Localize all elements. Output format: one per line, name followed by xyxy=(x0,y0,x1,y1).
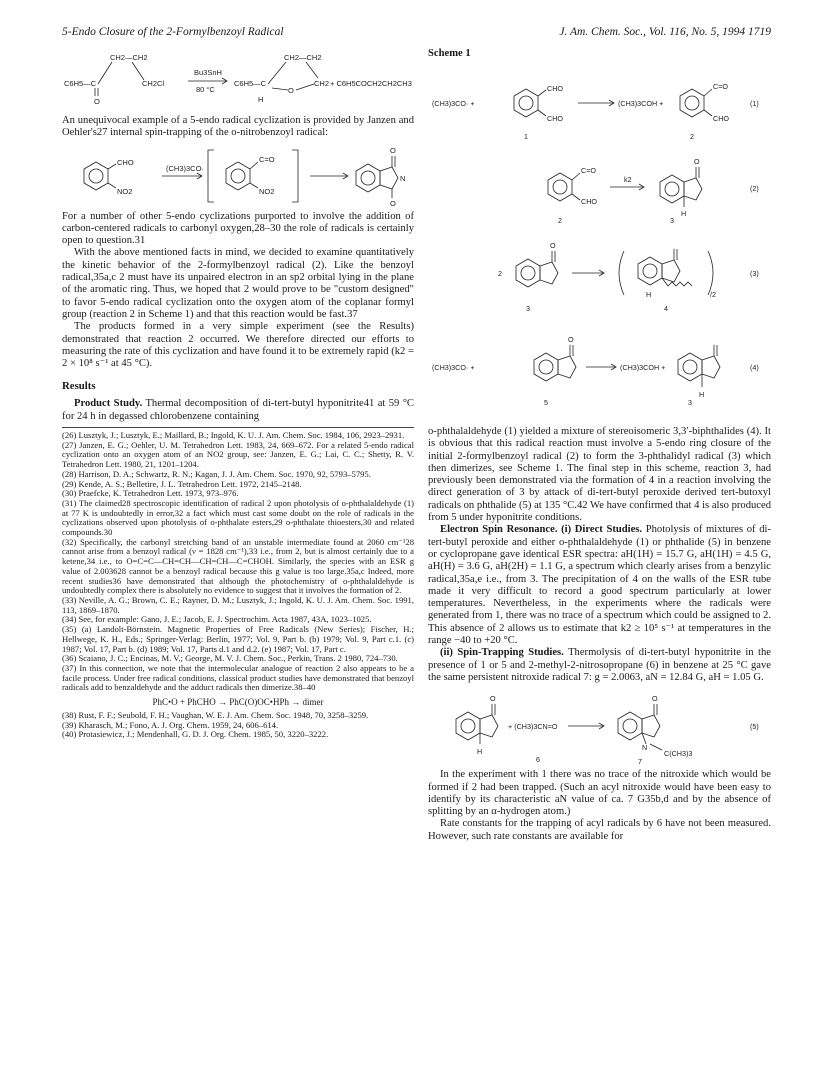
product-o: O xyxy=(288,86,294,95)
ref-28: (28) Harrison, D. A.; Schwartz, R. N.; Kagan, J. J. Am. Chem. Soc. 1970, 92, 5793–5795. xyxy=(62,468,371,479)
rxn3-label: (3) xyxy=(750,269,759,278)
paragraph-spin-trapping xyxy=(428,647,771,684)
lactone-o-bottom: O xyxy=(390,198,396,206)
ring-n: N xyxy=(400,173,406,183)
paragraph-rate-constants: Rate constants for the trapping of acyl radicals by 6 have not been measured. However, such rate constants are available for xyxy=(428,818,771,842)
footnotes xyxy=(62,427,414,740)
ref-33: (33) Neville, A. G.; Brown, C. E.; Rayner, D. M.; Lusztyk, J.; Ingold, K. U. J. Am. Chem. Soc. 1991, 113, 1869–1870. xyxy=(62,595,414,615)
ref-36: (36) Scaiano, J. C.; Encinas, M. V.; George, M. V. J. Chem. Soc., Perkin, Trans. 2 1980, 724–730. xyxy=(62,653,398,664)
ref-30: (30) Praefcke, K. Tetrahedron Lett. 1973, 973–976. xyxy=(62,488,239,499)
ref-35: (35) (a) Landolt-Börnstein. Magnetic Properties of Free Radicals (New Series); Fischer, H.; Hellwege, K. H., Eds.; Springer-Verlag: Berlin, 1977; Vol. 9, Part b. (b) 1979; Vol. 9, Part c.1. (c) 1987; Vol. 17, Part b. (d) 1989; Vol. 17, Parts d.1 and d.2. (e) 1987; Vol. 17, Part c. xyxy=(62,624,414,654)
paragraph-products: The products formed in a very simple experiment (see the Results) demonstrated that reaction 2 occurred. We therefore directed our efforts to measuring the rate of this cyclization and have found it to be extremely rapid (k2 = 2 × 10⁸ s⁻¹ at 45 °C). xyxy=(62,321,414,370)
paragraph-esr xyxy=(428,524,771,647)
running-header-title: 5-Endo Closure of the 2-Formylbenzoyl Radical xyxy=(62,26,284,38)
esr-text: Photolysis of mixtures of di-tert-butyl peroxide and either o-phthalaldehyde (1) or phthalide (5) in benzene or cyclopropane gave identical ESR spectra: aH(1H) = 15.7 G, aH(1H) = 4.5 G, aH(H) = 3.6 G, aH(2H) = 1.1 G, a spectrum which clearly arises from a benzylic radical,35a,e i.e., from 3. The precipitation of 4 on the walls of the ESR tube made it very difficult to record a good spectrum particularly at lower temperatures. Nevertheless, in the experiments where the radicals were generated from 1, there was no trace of a spectrum which could be assigned to 2. This absence of 2 allows us to estimate that k2 ≥ 10⁵ s⁻¹ at temperatures in the range −40 to +20 °C. xyxy=(428,524,772,647)
product-phenyl: C6H5—C xyxy=(234,79,267,88)
rxn3-o: O xyxy=(550,241,556,250)
rxn1-cho-a: CHO xyxy=(547,84,563,93)
rxn2-compound-2: 2 xyxy=(558,216,562,225)
reactant-o: O xyxy=(94,97,100,106)
product-study-label: Product Study. xyxy=(74,398,143,410)
lactone-o-top: O xyxy=(390,145,396,155)
ref-31: (31) The claimed28 spectroscopic identification of radical 2 upon photolysis of o-phthalaldehyde (1) at 77 K is undoubtedly in error,32 a fact which must cast some doubt on the role of radicals in the cyclizations observed upon photolysis of o-phthalate esters,29 o-phthalate thioesters,30 and related compounds.30 xyxy=(62,497,414,538)
reactant-phenyl: C6H5—C xyxy=(64,79,97,88)
product-h: H xyxy=(258,95,264,104)
rxn2-k: k2 xyxy=(624,175,632,184)
rxn5-reagent: + (CH3)3CN=O xyxy=(508,722,558,732)
ref-27: (27) Janzen, E. G.; Oehler, U. M. Tetrahedron Lett. 1983, 24, 669–672. For a related 5-endo radical cyclization onto an oxygen atom of an NO2 group, see: Janzen, E. G.; Lai, C. C.; Shetty, R. V. Tetrahedron Lett. 1980, 21, 1201–1204. xyxy=(62,439,414,470)
cho-label: CHO xyxy=(117,157,134,167)
rxn2-compound-3: 3 xyxy=(670,216,674,225)
rxn4-h: H xyxy=(699,390,705,399)
reagent-temp: 80 °C xyxy=(196,85,215,94)
paragraph-biphthalides: o-phthalaldehyde (1) yielded a mixture of stereoisomeric 3,3′-biphthalides (4). It is obvious that this radical reaction must involve a 5-endo ring closure of the initial 2-formylbenzoyl radical (2) to form the 3-phthalidyl radical (3) which then dimerizes, see Scheme 1. The final step in this scheme, reaction 3, had previously been demonstrated via the formation of 4 in a reaction involving the direct generation of 3 by attack of di-tert-butyl peroxide derived tert-butoxyl radicals on phthalide (5) at 135 °C.42 We have confirmed that 4 is also produced from 5 under hyponitrite conditions. xyxy=(428,426,771,524)
rxn5-label: (5) xyxy=(750,722,759,732)
ref-26: (26) Lusztyk, J.; Lusztyk, E.; Maillard, B.; Ingold, K. U. J. Am. Chem. Soc. 1984, 106, 2923–2931. xyxy=(62,430,405,441)
rxn3-lead: 2 xyxy=(498,269,502,278)
reaction-5 xyxy=(428,684,771,764)
rxn3-compound-3: 3 xyxy=(526,304,530,313)
rxn5-n: N xyxy=(642,743,648,753)
rxn1-product: (CH3)3COH + xyxy=(618,99,664,108)
ref-29: (29) Kende, A. S.; Belletire, J. L. Tetrahedron Lett. 1972, 2145–2148. xyxy=(62,478,302,489)
ref-38: (38) Rust, F. F.; Seubold, F. H.; Vaughan, W. E. J. Am. Chem. Soc. 1948, 70, 3258–3259. xyxy=(62,710,369,721)
rxn4-product: (CH3)3COH + xyxy=(620,363,666,372)
product-ch2ch2: CH2—CH2 xyxy=(284,53,322,62)
rxn2-cho: CHO xyxy=(581,197,597,206)
rxn3-half: /2 xyxy=(710,290,716,299)
rxn5-compound-6: 6 xyxy=(536,755,540,765)
rxn5-compound-7: 7 xyxy=(638,757,642,765)
rxn2-o: O xyxy=(694,157,700,166)
rxn1-co: C=O xyxy=(713,82,728,91)
esr-label: Electron Spin Resonance. (i) Direct Studies. xyxy=(440,524,643,536)
ch2ch2-label: CH2—CH2 xyxy=(110,53,148,62)
ref-39: (39) Kharasch, M.; Fono, A. J. Org. Chem. 1959, 24, 606–614. xyxy=(62,719,279,730)
rxn4-reagent: (CH3)3CO· + xyxy=(432,363,475,372)
tin-hydride-reaction xyxy=(62,48,414,110)
scheme-1 xyxy=(428,61,771,421)
rxn1-compound-1: 1 xyxy=(524,132,528,141)
no2-label-a: NO2 xyxy=(117,186,133,196)
rxn2-label: (2) xyxy=(750,184,759,193)
paragraph-product-study xyxy=(62,398,414,423)
rxn5-o-a: O xyxy=(490,694,496,704)
spin-text: Thermolysis of di-tert-butyl hyponitrite in the presence of 1 or 5 and 2-methyl-2-nitrosopropane (6) in benzene at 25 °C gave the same persistent nitroxide radical 7: g = 2.0063, aN = 12.84 G, aH = 1.05 G. xyxy=(428,647,771,683)
rxn1-reagent: (CH3)3CO· + xyxy=(432,99,475,108)
rxn1-cho-b: CHO xyxy=(547,114,563,123)
spin-label: (ii) Spin-Trapping Studies. xyxy=(440,647,564,659)
paragraph-no-trace: In the experiment with 1 there was no trace of the nitroxide which would be formed if 2 had been trapped. (Such an acyl nitroxide would have been easy to identify by its characteristic aN value of ca. 7 G35b,d and by the absence of splitting by an α-hydrogen atom.) xyxy=(428,769,771,818)
rxn5-h-a: H xyxy=(477,747,483,757)
no2-label-b: NO2 xyxy=(259,186,275,196)
reagent-bu3snh: Bu3SnH xyxy=(194,68,222,77)
rxn1-compound-2: 2 xyxy=(690,132,694,141)
rxn4-compound-3: 3 xyxy=(688,398,692,407)
results-heading: Results xyxy=(62,380,96,393)
product-study-text: Thermal decomposition of di-tert-butyl hyponitrite41 at 59 °C for 24 h in degassed chlorobenzene containing xyxy=(62,398,414,422)
rxn4-label: (4) xyxy=(750,363,759,372)
dimer-equation: PhC•O + PhCHO → PhC(O)OC•HPh → dimer xyxy=(152,697,324,708)
rxn2-co: C=O xyxy=(581,166,596,175)
paragraph-janzen: An unequivocal example of a 5-endo radical cyclization is provided by Janzen and Oehler's27 internal spin-trapping of the o-nitrobenzoyl radical: xyxy=(62,115,414,139)
ch2cl-label: CH2Cl xyxy=(142,79,165,88)
paragraph-aim: With the above mentioned facts in mind, we decided to examine quantitatively the kinetic behavior of the 2-formylbenzoyl radical (2). Like the benzoyl radical,35a,c 2 must have its unpaired electron in an sp2 orbital lying in the plane of the aromatic ring. Thus, we hoped that 2 would prove to be "custom designed" to favor 5-endo radical cyclization onto the oxygen atom of the coplanar formyl group (reaction 2 in Scheme 1) and that this reaction would be fast.37 xyxy=(62,247,414,320)
left-column xyxy=(62,48,414,740)
rxn4-compound-5: 5 xyxy=(544,398,548,407)
ref-40: (40) Protasiewicz, J.; Mendenhall, G. D. J. Org. Chem. 1985, 50, 3220–3222. xyxy=(62,729,329,740)
ref-37: (37) In this connection, we note that the intermolecular analogue of reaction 2 also appears to be a facile process. Under free radical conditions, classical product studies have demonstrated that benzoyl radicals add to benzaldehyde and the adduct radicals then dimerize.38–40 xyxy=(62,662,414,693)
ref-34: (34) See, for example: Gano, J. E.; Jacob, E. J. Spectrochim. Acta 1987, 43A, 1023–1025. xyxy=(62,614,372,625)
right-column xyxy=(428,48,771,843)
scheme-title: Scheme 1 xyxy=(428,48,471,59)
co-radical-label: C=O xyxy=(259,154,275,164)
nitrobenzoyl-scheme xyxy=(62,140,414,206)
running-header-journal: J. Am. Chem. Soc., Vol. 116, No. 5, 1994 1719 xyxy=(559,26,771,38)
paragraph-other-cyclizations: For a number of other 5-endo cyclizations purported to involve the addition of carbon-centered radicals to carbonyl oxygen,28–30 the role of radicals is certainly open to question.31 xyxy=(62,210,414,247)
rxn5-o-b: O xyxy=(652,694,658,704)
ref-32: (32) Specifically, the carbonyl stretching band of an unstable intermediate found at 2060 cm⁻¹28 cannot arise from a benzoyl radical (ν = 1828 cm⁻¹),33 i.e., from 2, but is almost certainly due to a ketene,34 i.e., to O=C=C—CH=CH—CH=CH—C=CHOH. Similarly, the species with an ESR g value of 2.003628 cannot be a benzoyl radical because this g value is too large.35a,c Indeed, more recent studies36 have demonstrated that although the photochemistry of o-phthalaldehyde is undoubtedly complex there is absolutely no evidence to suggest that it involves the formation of 2. xyxy=(62,536,414,596)
rxn5-tbu: C(CH3)3 xyxy=(664,749,693,759)
rxn3-h: H xyxy=(646,290,652,299)
product-ch2: CH2 xyxy=(314,79,330,88)
rxn1-label: (1) xyxy=(750,99,759,108)
byproduct: + C6H5COCH2CH2CH3 xyxy=(330,79,412,88)
rxn3-compound-4: 4 xyxy=(664,304,668,313)
rxn4-o: O xyxy=(568,335,574,344)
rxn2-h: H xyxy=(681,209,687,218)
reagent-tbuo: (CH3)3CO· xyxy=(166,163,204,173)
rxn1-cho-c: CHO xyxy=(713,114,729,123)
